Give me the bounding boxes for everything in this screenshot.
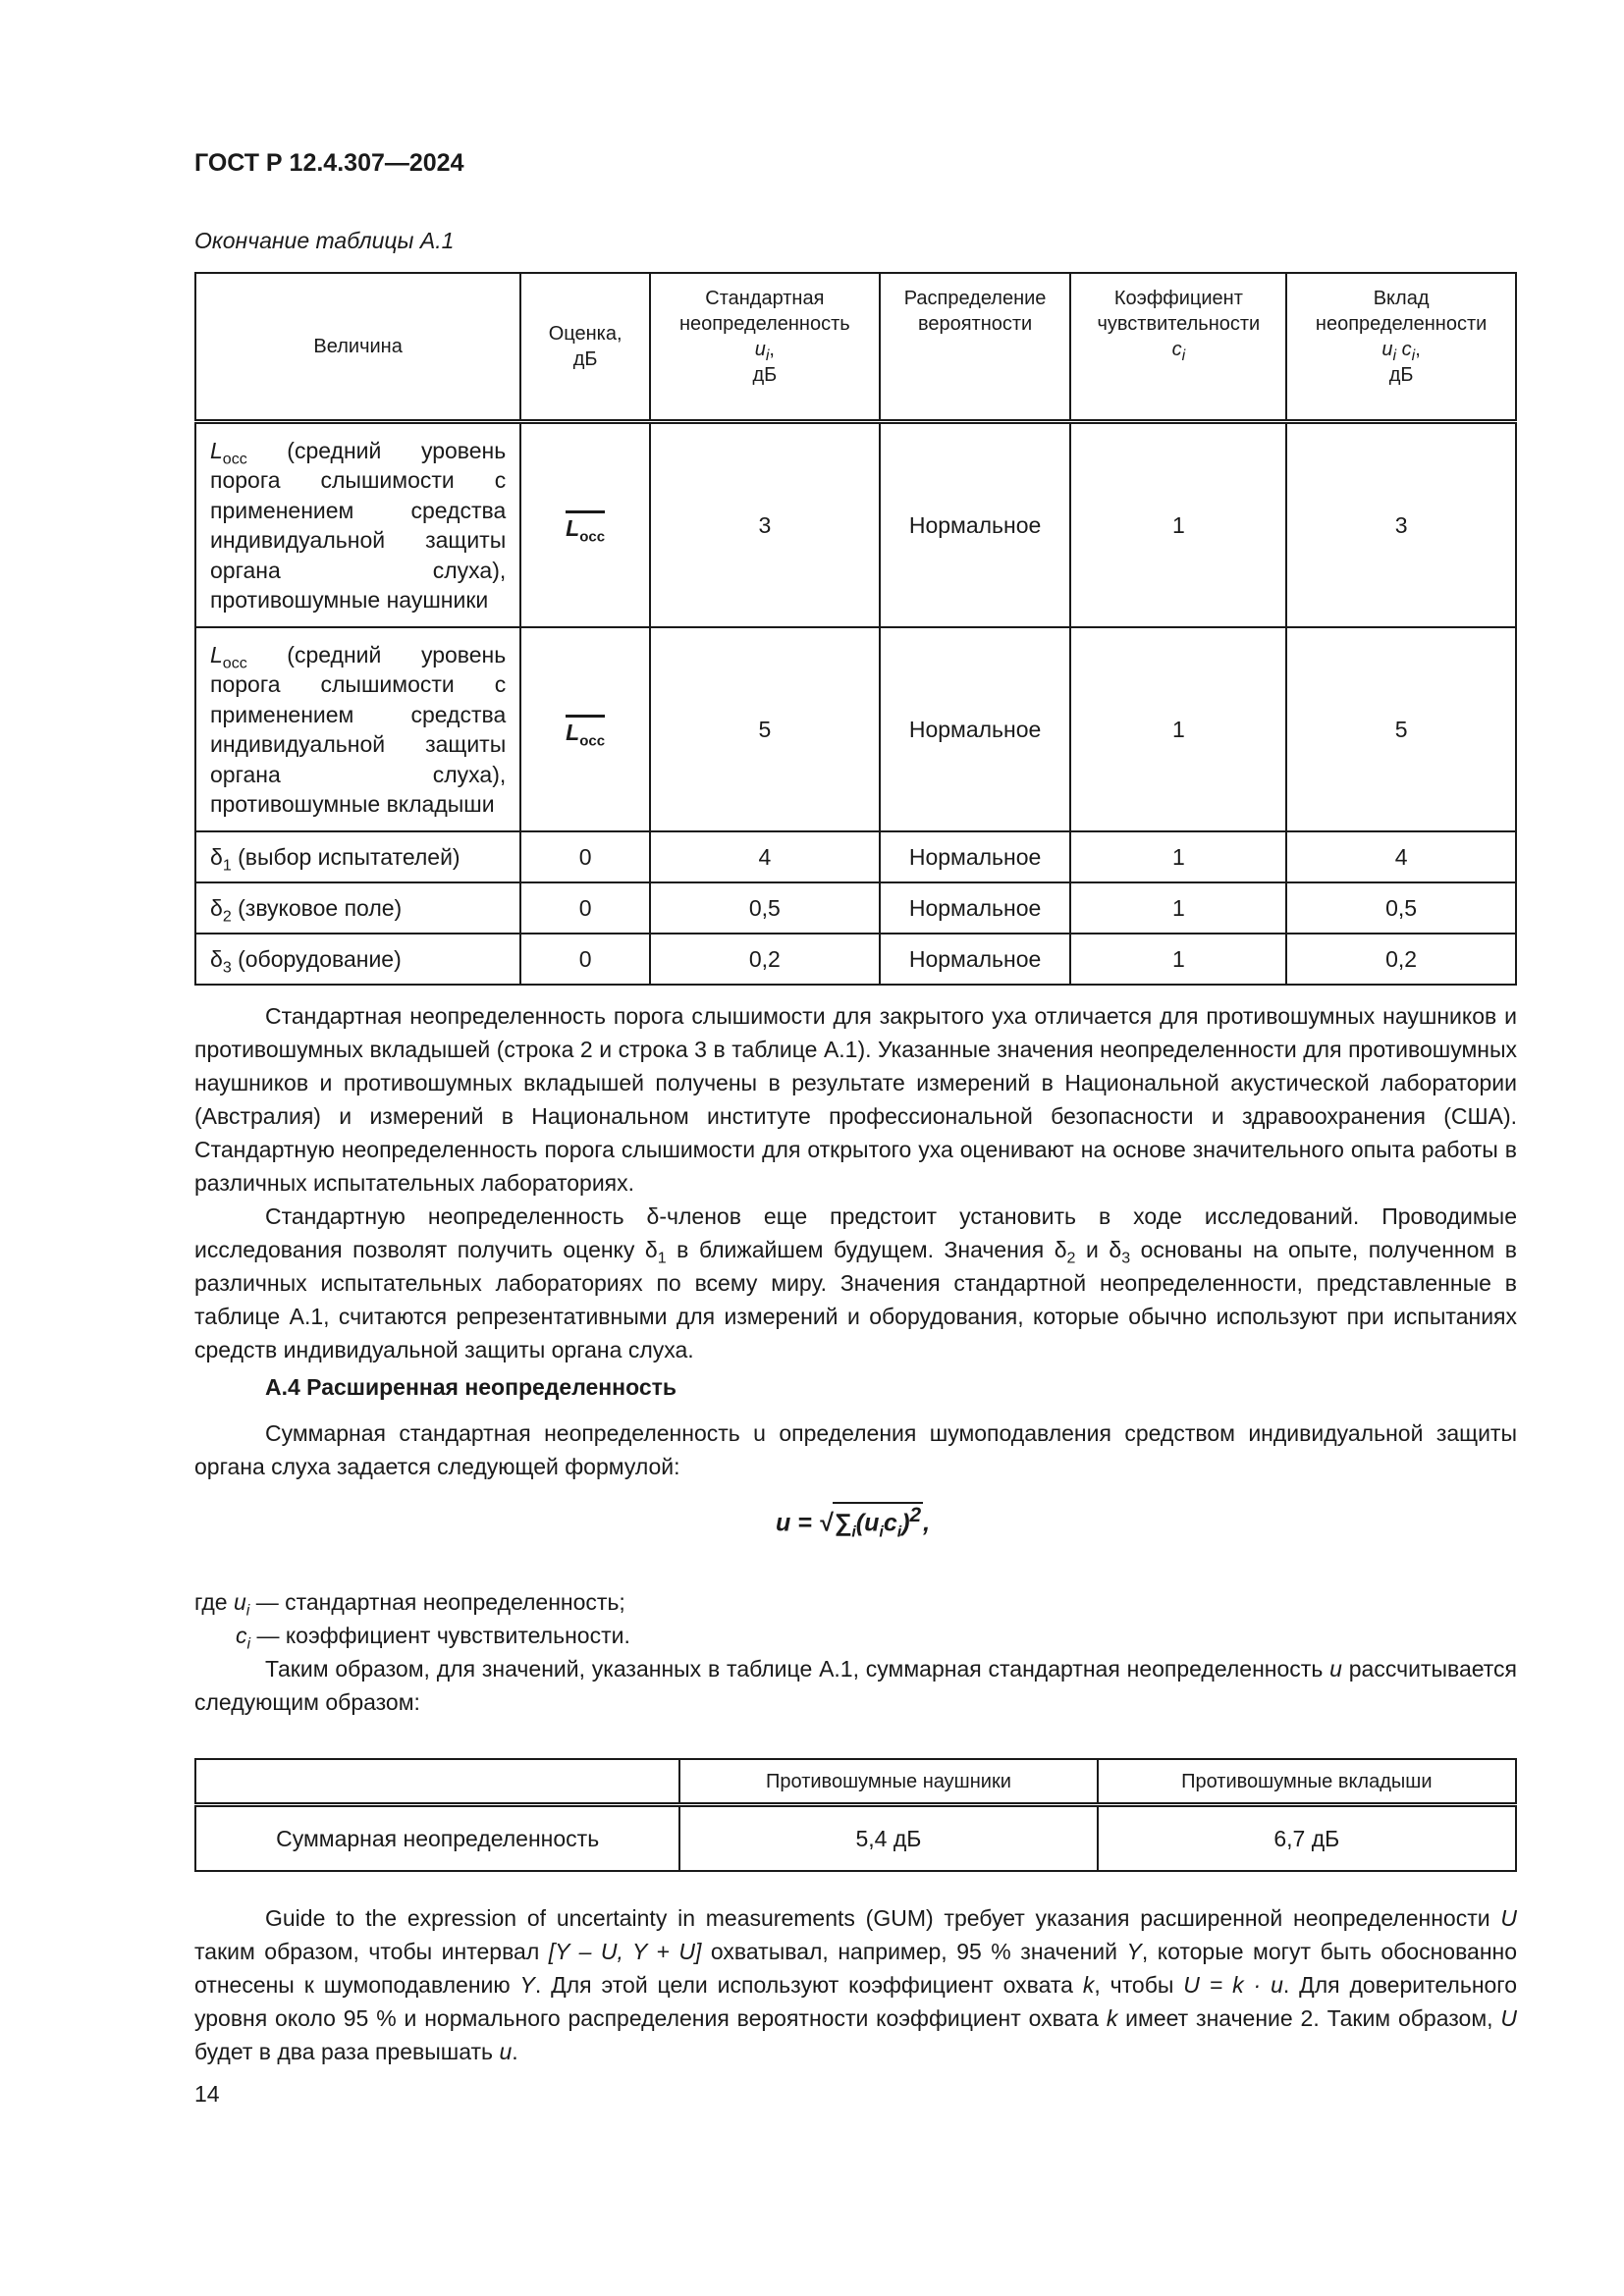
std-uncertainty-cell: 3 (650, 422, 880, 628)
distribution-cell: Нормальное (880, 882, 1071, 934)
section-heading: А.4 Расширенная неопределенность (265, 1374, 677, 1400)
body-text-1 (194, 999, 1517, 1366)
table-header-row (195, 273, 1516, 422)
earmuffs-value: 5,4 дБ (679, 1805, 1097, 1872)
sensitivity-cell: 1 (1070, 627, 1286, 831)
estimate-cell: 0 (520, 831, 650, 882)
estimate-cell: $L_{occ}$ (520, 422, 650, 628)
contribution-cell: 5 (1286, 627, 1516, 831)
table-row (195, 1805, 1516, 1872)
std-uncertainty-cell: 5 (650, 627, 880, 831)
distribution-cell: Нормальное (880, 831, 1071, 882)
quantity-cell: $L_{occ}$ (средний уровень порога слышимости с применением средства индивидуальной защиты органа слуха), противошумные наушники (195, 422, 520, 628)
header-earmuffs: Противошумные наушники (679, 1759, 1097, 1805)
contribution-cell: 3 (1286, 422, 1516, 628)
table-row (195, 882, 1516, 934)
body-text-2 (194, 1416, 1517, 1483)
where-block (194, 1585, 1517, 1719)
table-row (195, 831, 1516, 882)
table-caption: Окончание таблицы А.1 (194, 228, 455, 253)
paragraph: Стандартную неопределенность δ-членов еще предстоит установить в ходе исследований. Проводимые исследования позволят получить оценку $\delta_1$ в ближайшем будущем. Значения $\delta_2$ и $\delta_3$ основаны на опыте, полученном в различных испытательных лабораториях по всему миру. Значения стандартной неопределенности, представленные в таблице А.1, считаются репрезентативными для измерений и оборудования, которые обычно используют при испытаниях средств индивидуальной защиты органа слуха. (194, 1203, 1517, 1362)
estimate-cell: $L_{occ}$ (520, 627, 650, 831)
paragraph: Суммарная стандартная неопределенность u определения шумоподавления средством индивидуальной защиты органа слуха задается следующей формулой: (194, 1420, 1517, 1479)
sensitivity-cell: 1 (1070, 422, 1286, 628)
uncertainty-table (194, 272, 1517, 986)
quantity-cell: $\delta_3$ (оборудование) (195, 934, 520, 985)
distribution-cell: Нормальное (880, 627, 1071, 831)
distribution-cell: Нормальное (880, 934, 1071, 985)
contribution-cell: 4 (1286, 831, 1516, 882)
contribution-cell: 0,2 (1286, 934, 1516, 985)
std-uncertainty-cell: 0,2 (650, 934, 880, 985)
table-header-row (195, 1759, 1516, 1805)
header-quantity: Величина (195, 273, 520, 422)
page-number: 14 (194, 2081, 220, 2107)
body-text-3 (194, 1901, 1517, 2068)
row-label: Суммарная неопределенность (195, 1805, 679, 1872)
quantity-cell: $\delta_2$ (звуковое поле) (195, 882, 520, 934)
where-ui: где $u_i$ — стандартная неопределенность; (194, 1589, 625, 1620)
estimate-cell: 0 (520, 882, 650, 934)
earplugs-value: 6,7 дБ (1098, 1805, 1516, 1872)
summary-table (194, 1758, 1517, 1872)
paragraph: Стандартная неопределенность порога слышимости для закрытого уха отличается для противошумных наушников и противошумных вкладышей (строка 2 и строка 3 в таблице А.1). Указанные значения неопределенности для противошумных наушников и противошумных вкладышей получены в результате измерений в Национальной акустической лаборатории (Австралия) и измерений в Национальном институте профессиональной безопасности и здравоохранения (США). Стандартную неопределенность порога слышимости для открытого уха оценивают на основе значительного опыта работы в различных испытательных лабораториях. (194, 1003, 1517, 1196)
std-uncertainty-cell: 4 (650, 831, 880, 882)
header-sensitivity: Коэффициент чувствительности $c_i$ (1070, 273, 1286, 422)
document-header: ГОСТ Р 12.4.307—2024 (194, 149, 464, 177)
table-row (195, 627, 1516, 831)
header-contribution: Вклад неопределенности $u_i$ $c_i$, дБ (1286, 273, 1516, 422)
quantity-cell: $\delta_1$ (выбор испытателей) (195, 831, 520, 882)
header-earplugs: Противошумные вкладыши (1098, 1759, 1516, 1805)
sensitivity-cell: 1 (1070, 882, 1286, 934)
header-estimate: Оценка, дБ (520, 273, 650, 422)
header-empty (195, 1759, 679, 1805)
header-std-uncertainty: Стандартная неопределенность $u_i$, дБ (650, 273, 880, 422)
header-distribution: Распределение вероятности (880, 273, 1071, 422)
estimate-cell: 0 (520, 934, 650, 985)
std-uncertainty-cell: 0,5 (650, 882, 880, 934)
quantity-cell: $L_{occ}$ (средний уровень порога слышимости с применением средства индивидуальной защиты органа слуха), противошумные вкладыши (195, 627, 520, 831)
where-ci: $c_i$ — коэффициент чувствительности. (236, 1623, 630, 1653)
sensitivity-cell: 1 (1070, 934, 1286, 985)
paragraph: Таким образом, для значений, указанных в таблице А.1, суммарная стандартная неопределенность u рассчитывается следующим образом: (194, 1656, 1517, 1715)
table-row (195, 934, 1516, 985)
sensitivity-cell: 1 (1070, 831, 1286, 882)
formula: $u = √\sum_i(u_ic_i)^2$, (776, 1504, 931, 1541)
contribution-cell: 0,5 (1286, 882, 1516, 934)
table-row (195, 422, 1516, 628)
paragraph: Guide to the expression of uncertainty in measurements (GUM) требует указания расширенной неопределенности U таким образом, чтобы интервал [Y – U, Y + U] охватывал, например, 95 % значений Y, которые могут быть обоснованно отнесены к шумоподавлению Y. Для этой цели используют коэффициент охвата k, чтобы U = k · u. Для доверительного уровня около 95 % и нормального распределения вероятности коэффициент охвата k имеет значение 2. Таким образом, U будет в два раза превышать u. (194, 1905, 1518, 2064)
distribution-cell: Нормальное (880, 422, 1071, 628)
